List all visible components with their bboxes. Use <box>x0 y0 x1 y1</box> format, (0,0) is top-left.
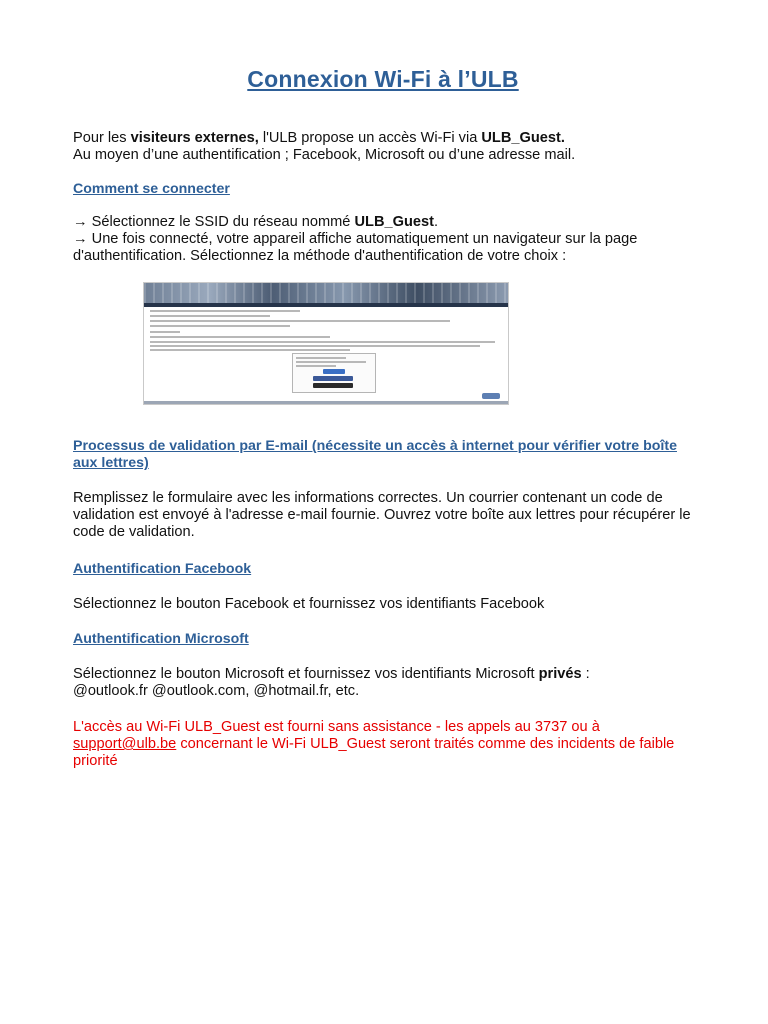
section-heading-email: Processus de validation par E-mail (nécessite un accès à internet pour vérifier votre boîte aux lettres) <box>73 438 677 471</box>
section-heading-connect: Comment se connecter <box>73 181 230 197</box>
portal-text-line <box>150 325 290 327</box>
portal-text-line <box>150 331 180 333</box>
portal-text-line <box>150 341 495 343</box>
portal-logo <box>482 393 500 399</box>
portal-footer-bar <box>144 401 508 404</box>
section-heading-facebook: Authentification Facebook <box>73 561 252 577</box>
step-1-end: . <box>433 214 439 230</box>
section-heading-microsoft: Authentification Microsoft <box>73 631 249 647</box>
microsoft-text: Sélectionnez le bouton Microsoft et fournissez vos identifiants Microsoft <box>73 666 539 682</box>
portal-text-line <box>150 345 480 347</box>
portal-text-line <box>150 310 300 312</box>
intro-paragraph <box>73 130 693 164</box>
portal-box-text <box>296 357 346 359</box>
intro-auth-methods: Au moyen d’une authentification ; Facebook, Microsoft ou d’une adresse mail. <box>73 147 576 163</box>
portal-text-line <box>150 315 270 317</box>
intro-text: l'ULB propose un accès Wi-Fi via <box>258 130 482 146</box>
support-email-link[interactable]: support@ulb.be <box>73 736 177 752</box>
portal-box-text <box>296 361 366 363</box>
portal-text-line <box>150 320 450 322</box>
step-2-text: → Une fois connecté, votre appareil affiche automatiquement un navigateur sur la page d'authentification. Sélectionnez la méthode d'authentification de votre choix : <box>73 231 638 264</box>
portal-email-button <box>323 369 345 374</box>
connect-steps <box>73 214 693 265</box>
facebook-body: Sélectionnez le bouton Facebook et fournissez vos identifiants Facebook <box>73 596 545 612</box>
intro-emphasis-visitors: visiteurs externes, <box>130 130 259 146</box>
portal-box-text <box>296 365 336 367</box>
portal-login-box <box>292 353 376 393</box>
step-1-text: → Sélectionnez le SSID du réseau nommé <box>73 214 355 230</box>
step-1-ssid: ULB_Guest <box>354 214 434 230</box>
portal-microsoft-button <box>313 383 353 388</box>
portal-text-line <box>150 336 330 338</box>
email-body: Remplissez le formulaire avec les informations correctes. Un courrier contenant un code de validation est envoyé à l'adresse e-mail fournie. Ouvrez votre boîte aux lettres pour récupérer le code de validation. <box>73 490 691 540</box>
intro-text: Pour les <box>73 130 131 146</box>
microsoft-body <box>73 666 693 700</box>
microsoft-text-end: : <box>581 666 590 682</box>
intro-ssid: ULB_Guest. <box>481 130 565 146</box>
notice-text: L'accès au Wi-Fi ULB_Guest est fourni sans assistance - les appels au 3737 ou à <box>73 719 600 735</box>
support-notice <box>73 719 693 770</box>
notice-text-end: concernant le Wi-Fi ULB_Guest seront traités comme des incidents de faible priorité <box>73 736 675 769</box>
microsoft-private: privés <box>538 666 582 682</box>
portal-text-line <box>150 349 350 351</box>
captive-portal-screenshot <box>143 282 509 405</box>
portal-banner-image <box>144 283 508 303</box>
microsoft-domains: @outlook.fr @outlook.com, @hotmail.fr, etc. <box>73 683 360 699</box>
portal-facebook-button <box>313 376 353 381</box>
portal-header-bar <box>144 303 508 307</box>
page-title: Connexion Wi-Fi à l’ULB <box>247 66 519 92</box>
